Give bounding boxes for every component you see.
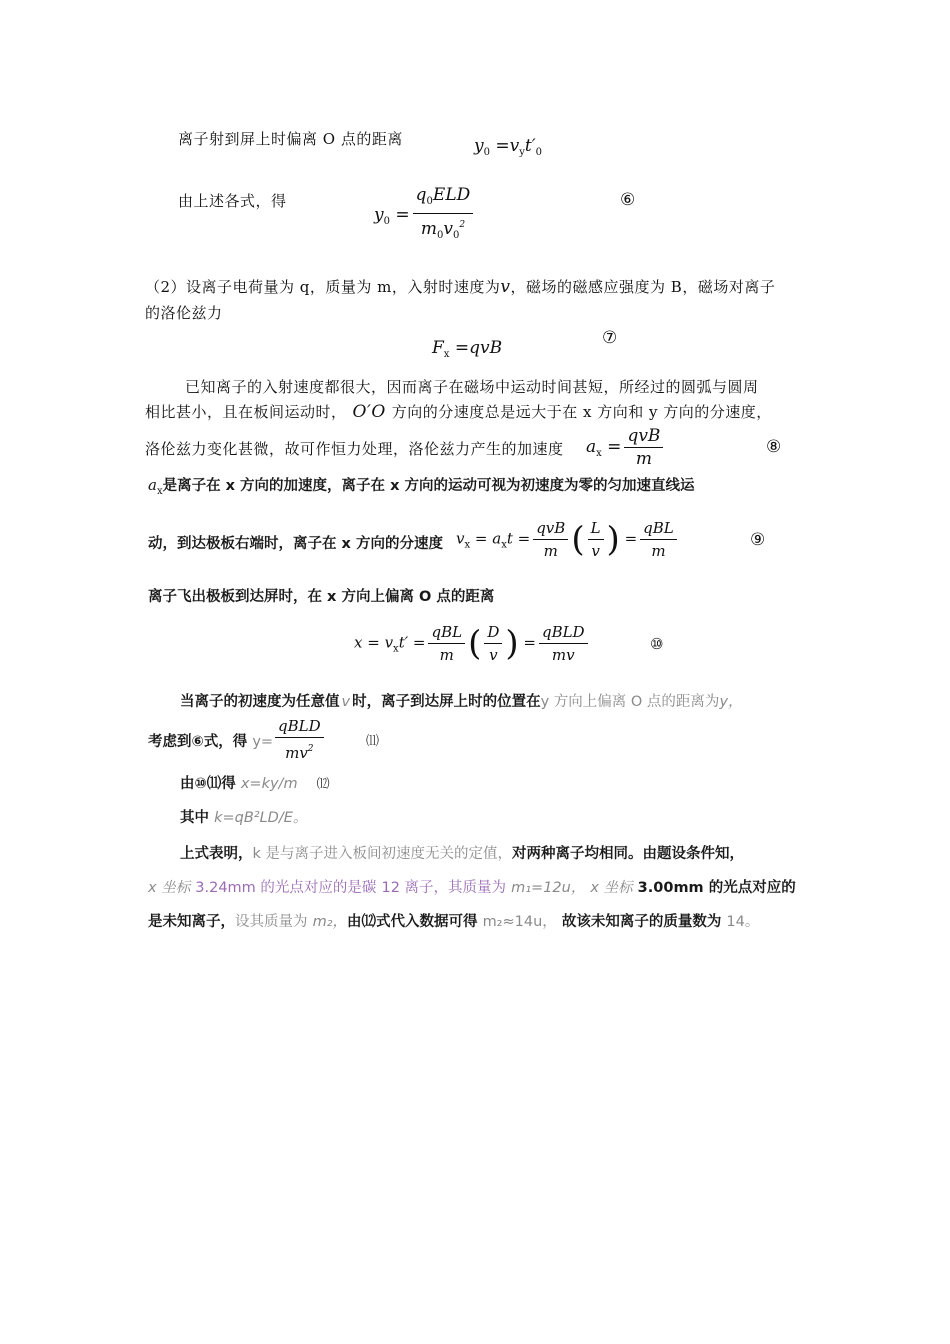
text-line-13: 由⑩⑾得 x=ky/m ⑿ — [180, 776, 330, 792]
text-line-1: 离子射到屏上时偏离 O 点的距离 — [178, 130, 403, 148]
text-line-7: 洛伦兹力变化甚微，故可作恒力处理，洛伦兹力产生的加速度 — [145, 440, 564, 458]
text-line-10: 离子飞出极板到达屏时，在 x 方向上偏离 O 点的距离 — [148, 589, 495, 605]
text-line-3: （2）设离子电荷量为 q，质量为 m，入射时速度为v，磁场的磁感应强度为 B，磁场对离子 — [145, 277, 776, 297]
equation-lorentz: $F_x =qvB$ — [432, 338, 503, 360]
text-line-15: 上式表明，k 是与离子进入板间初速度无关的定值，对两种离子均相同。由题设条件知， — [180, 846, 745, 862]
marker-9: ⑨ — [750, 530, 766, 550]
marker-11: ⑾ — [366, 734, 380, 749]
equation-y: $\frac{\text{qBLD}}{mv^2}$ — [272, 716, 327, 763]
text-line-4: 的洛伦兹力 — [145, 304, 223, 322]
text-line-11: 当离子的初速度为任意值 v 时，离子到达屏上时的位置在y 方向上偏离 O 点的距离为y， — [180, 694, 743, 710]
equation-y0: $y_0 =v_yt'_0$ — [474, 136, 542, 158]
text-line-8: $a_x$是离子在 x 方向的加速度，离子在 x 方向的运动可视为初速度为零的匀加速直线运 — [148, 476, 695, 497]
text-line-14: 其中 k=qB²LD/E。 — [180, 810, 308, 826]
marker-6: ⑥ — [620, 190, 636, 210]
text-line-12: 考虑到⑥式，得 y= — [148, 734, 274, 750]
marker-10: ⑩ — [650, 635, 664, 653]
text-line-5: 已知离子的入射速度都很大，因而离子在磁场中运动时间甚短，所经过的圆弧与圆周 — [185, 378, 759, 396]
text-line-2: 由上述各式，得 — [178, 192, 287, 210]
equation-ax: $a_x$ = $\frac{\text{qvB}}{m}$ — [586, 426, 666, 469]
text-line-6: 相比甚小，且在板间运动时， O′O 方向的分速度总是远大于在 x 方向和 y 方向的分速度， — [145, 402, 772, 422]
text-line-9: 动，到达极板右端时，离子在 x 方向的分速度 — [148, 536, 443, 552]
text-line-16: x 坐标 3.24mm 的光点对应的是碳 12 离子，其质量为 m₁=12u， x 坐标 3.00mm 的光点对应的 — [148, 880, 796, 896]
marker-7: ⑦ — [602, 328, 618, 348]
equation-y0-result: $y_0$ = $\frac{q_0ELD}{m_0v_0^2}$ — [374, 185, 476, 246]
text-line-17: 是未知离子，设其质量为 m₂，由⑿式代入数据可得 m₂≈14u， 故该未知离子的质量数为 14。 — [148, 914, 760, 930]
marker-8: ⑧ — [766, 437, 782, 457]
equation-vx: $v_x = a_xt$ = $\frac{\text{qvB}}{m}$ ( $\frac{L}{v}$ ) = $\frac{\text{qBL}}{m}$ — [456, 518, 680, 561]
equation-x: $x = v_xt'$ = $\frac{\text{qBL}}{m}$ ( $\frac{D}{v}$ ) = $\frac{\text{qBLD}}{mv}$ — [354, 622, 591, 665]
